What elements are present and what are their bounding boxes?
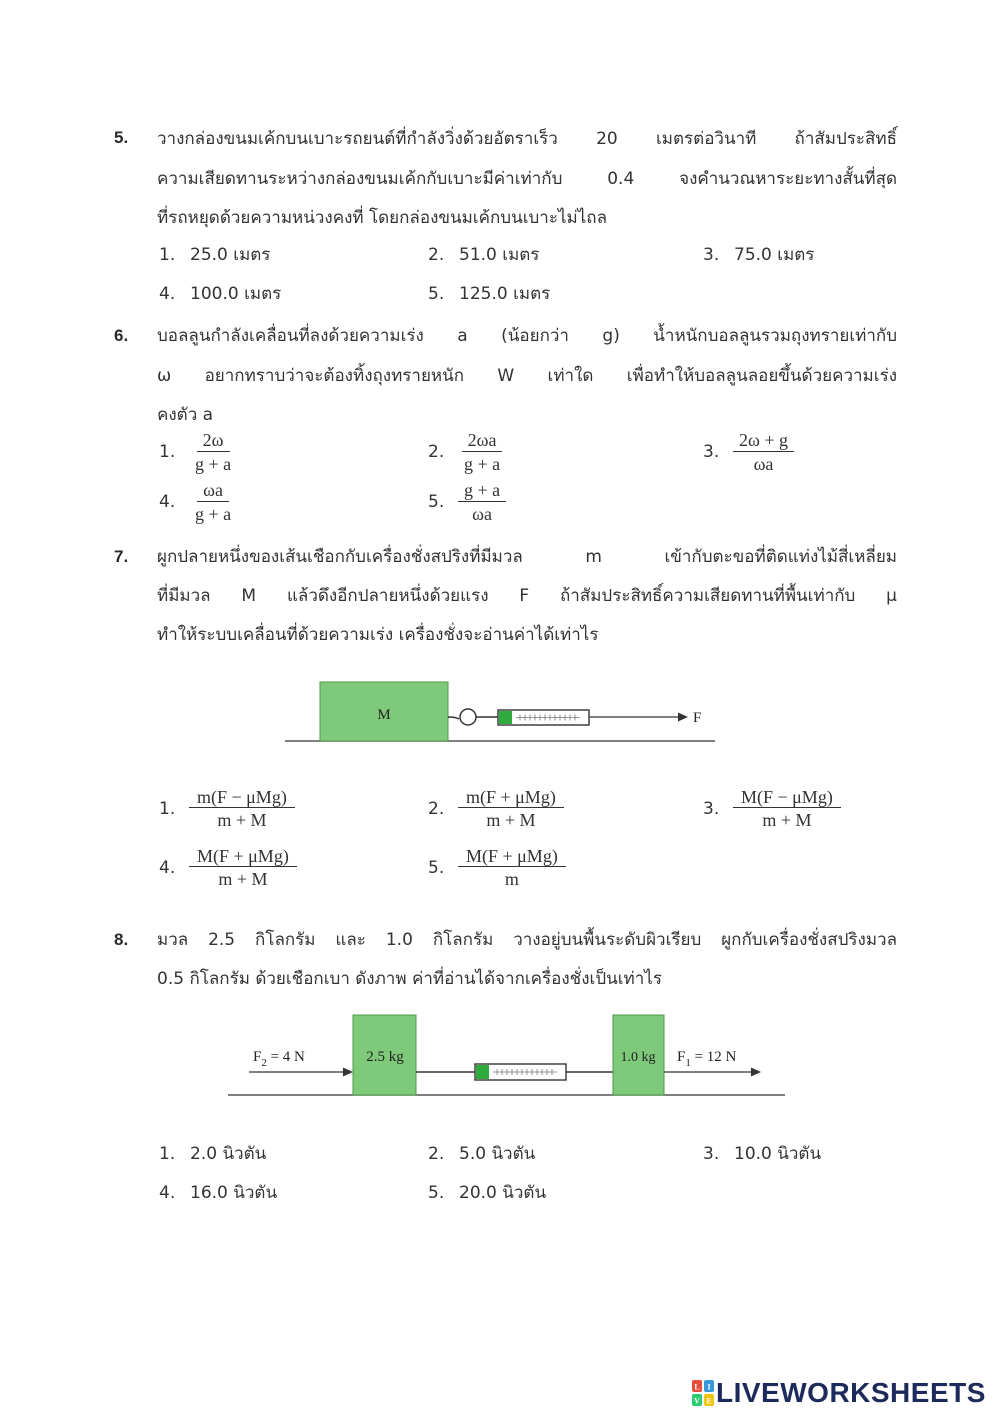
- block-left-label: 2.5 kg: [366, 1049, 404, 1065]
- denominator: ωa: [472, 504, 492, 524]
- arrow-right-icon: [678, 713, 688, 722]
- option-number: 5.: [428, 492, 445, 512]
- fraction: [458, 481, 506, 523]
- numerator: 2ω: [197, 431, 230, 452]
- option-number: 2.: [428, 1144, 445, 1164]
- q7-option-5[interactable]: [428, 847, 566, 888]
- q7-text-line-2: ที่มีมวล M แล้วดึงอีกปลายหนึ่งด้วยแรง F ถ้าสัมประสิทธิ์ความเสียดทานที่พื้นเท่ากับ μ: [157, 586, 897, 606]
- q6-text-line-1: บอลลูนกำลังเคลื่อนที่ลงด้วยความเร่ง a (น้อยกว่า g) น้ำหนักบอลลูนรวมถุงทรายเท่ากับ: [157, 326, 897, 346]
- denominator: ωa: [753, 454, 774, 474]
- option-number: 2.: [428, 442, 445, 462]
- q6-text-line-2: ω อยากทราบว่าจะต้องทิ้งถุงทรายหนัก W เท่าใด เพื่อทำให้บอลลูนลอยขึ้นด้วยความเร่ง: [157, 366, 897, 386]
- denominator: m + M: [486, 810, 536, 830]
- q6-option-5[interactable]: [428, 481, 506, 523]
- numerator: m(F + μMg): [458, 788, 564, 808]
- option-text: 75.0 เมตร: [734, 245, 815, 265]
- q7-text-line-1: ผูกปลายหนึ่งของเส้นเชือกกับเครื่องชั่งสปริงที่มีมวล m เข้ากับตะขอที่ติดแท่งไม้สี่เหลี่ยม: [157, 547, 897, 567]
- q6-option-1[interactable]: [159, 431, 237, 473]
- q5-number: 5.: [114, 128, 129, 147]
- option-number: 4.: [159, 284, 176, 304]
- q7-option-4[interactable]: [159, 847, 297, 888]
- liveworksheets-logo-icon: [692, 1380, 714, 1406]
- fraction: [189, 481, 237, 523]
- numerator: 2ωa: [462, 431, 503, 452]
- q6-option-3[interactable]: [703, 431, 794, 473]
- q7-figure: [280, 675, 720, 750]
- q6-option-4[interactable]: [159, 481, 237, 523]
- option-text: 125.0 เมตร: [459, 284, 551, 304]
- denominator: g + a: [195, 504, 232, 524]
- option-text: 51.0 เมตร: [459, 245, 540, 265]
- denominator: m + M: [218, 869, 268, 889]
- q7-option-2[interactable]: [428, 788, 564, 829]
- q5-option-4[interactable]: [159, 280, 281, 307]
- spring-scale-indicator: [476, 1065, 489, 1079]
- option-number: 1.: [159, 798, 176, 819]
- fraction: [458, 788, 564, 829]
- option-number: 5.: [428, 1183, 445, 1203]
- option-number: 5.: [428, 284, 445, 304]
- option-number: 1.: [159, 245, 176, 265]
- numerator: M(F + μMg): [458, 847, 566, 867]
- block-label: M: [377, 707, 391, 723]
- q8-number: 8.: [114, 930, 129, 949]
- q8-option-4[interactable]: [159, 1179, 277, 1206]
- q5-option-5[interactable]: [428, 280, 550, 307]
- option-number: 1.: [159, 442, 176, 462]
- option-number: 3.: [703, 798, 720, 819]
- fraction: [189, 431, 237, 473]
- option-number: 4.: [159, 492, 176, 512]
- fraction: [458, 847, 566, 888]
- block-right-label: 1.0 kg: [620, 1050, 656, 1065]
- q6-text-line-3: คงตัว a: [157, 405, 214, 425]
- option-number: 3.: [703, 442, 720, 462]
- q6-option-2[interactable]: [428, 431, 506, 473]
- option-number: 2.: [428, 245, 445, 265]
- numerator: 2ω + g: [733, 431, 794, 452]
- option-number: 3.: [703, 245, 720, 265]
- q8-option-5[interactable]: [428, 1179, 546, 1206]
- numerator: M(F − μMg): [733, 788, 841, 808]
- numerator: ωa: [197, 481, 229, 502]
- option-number: 2.: [428, 798, 445, 819]
- option-number: 5.: [428, 857, 445, 878]
- f1-label: $F_1 = 12$ N: [677, 1049, 737, 1069]
- denominator: m: [504, 869, 519, 889]
- option-text: 16.0 นิวตัน: [190, 1183, 278, 1203]
- denominator: g + a: [195, 454, 232, 474]
- numerator: m(F − μMg): [189, 788, 295, 808]
- q7-option-1[interactable]: [159, 788, 295, 829]
- q8-option-2[interactable]: [428, 1140, 535, 1167]
- force-label: F: [693, 710, 702, 726]
- hook-stem: [448, 717, 459, 719]
- option-text: 25.0 เมตร: [190, 245, 271, 265]
- q7-number: 7.: [114, 547, 129, 566]
- q8-text-line-1: มวล 2.5 กิโลกรัม และ 1.0 กิโลกรัม วางอยู่บนพื้นระดับผิวเรียบ ผูกกับเครื่องชั่งสปริงมวล: [157, 930, 897, 950]
- fraction: [189, 788, 295, 829]
- denominator: m + M: [762, 810, 812, 830]
- option-text: 5.0 นิวตัน: [459, 1144, 536, 1164]
- q5-option-2[interactable]: [428, 241, 539, 268]
- q8-option-3[interactable]: [703, 1140, 821, 1167]
- arrow-right-icon: [751, 1068, 761, 1077]
- q5-option-3[interactable]: [703, 241, 814, 268]
- option-number: 3.: [703, 1144, 720, 1164]
- fraction: [458, 431, 506, 473]
- q5-text-line-1: วางกล่องขนมเค้กบนเบาะรถยนต์ที่กำลังวิ่งด้วยอัตราเร็ว 20 เมตรต่อวินาที ถ้าสัมประสิทธิ์: [157, 129, 897, 149]
- denominator: m + M: [217, 810, 267, 830]
- logo-text: LIVEWORKSHEETS: [716, 1377, 986, 1408]
- f2-label: $F_2 = 4$ N: [253, 1049, 305, 1069]
- option-text: 2.0 นิวตัน: [190, 1144, 267, 1164]
- numerator: M(F + μMg): [189, 847, 297, 867]
- svg-text:V: V: [694, 1396, 700, 1406]
- fraction: [733, 788, 841, 829]
- q8-text-line-2: 0.5 กิโลกรัม ด้วยเชือกเบา ดังภาพ ค่าที่อ่านได้จากเครื่องชั่งเป็นเท่าไร: [157, 969, 662, 989]
- denominator: g + a: [464, 454, 501, 474]
- hook-icon: [460, 709, 476, 725]
- liveworksheets-logo[interactable]: [692, 1377, 986, 1409]
- q6-number: 6.: [114, 326, 129, 345]
- option-number: 1.: [159, 1144, 176, 1164]
- q5-option-1[interactable]: [159, 241, 270, 268]
- q8-option-1[interactable]: [159, 1140, 266, 1167]
- option-text: 100.0 เมตร: [190, 284, 282, 304]
- q5-text-line-2: ความเสียดทานระหว่างกล่องขนมเค้กกับเบาะมีค่าเท่ากับ 0.4 จงคำนวณหาระยะทางสั้นที่สุด: [157, 169, 897, 189]
- numerator: g + a: [458, 481, 506, 502]
- q7-option-3[interactable]: [703, 788, 841, 829]
- option-number: 4.: [159, 1183, 176, 1203]
- q7-text-line-3: ทำให้ระบบเคลื่อนที่ด้วยความเร่ง เครื่องชั่งจะอ่านค่าได้เท่าไร: [157, 625, 599, 645]
- svg-text:E: E: [706, 1396, 712, 1406]
- fraction: [189, 847, 297, 888]
- arrow-right-icon: [343, 1068, 353, 1077]
- fraction: [733, 431, 794, 473]
- option-text: 20.0 นิวตัน: [459, 1183, 547, 1203]
- option-text: 10.0 นิวตัน: [734, 1144, 822, 1164]
- svg-text:I: I: [707, 1382, 711, 1392]
- svg-text:L: L: [694, 1382, 700, 1392]
- option-number: 4.: [159, 857, 176, 878]
- spring-scale-indicator: [499, 711, 512, 724]
- q8-figure: [225, 1012, 790, 1102]
- q5-text-line-3: ที่รถหยุดด้วยความหน่วงคงที่ โดยกล่องขนมเค้กบนเบาะไม่ไถล: [157, 208, 607, 228]
